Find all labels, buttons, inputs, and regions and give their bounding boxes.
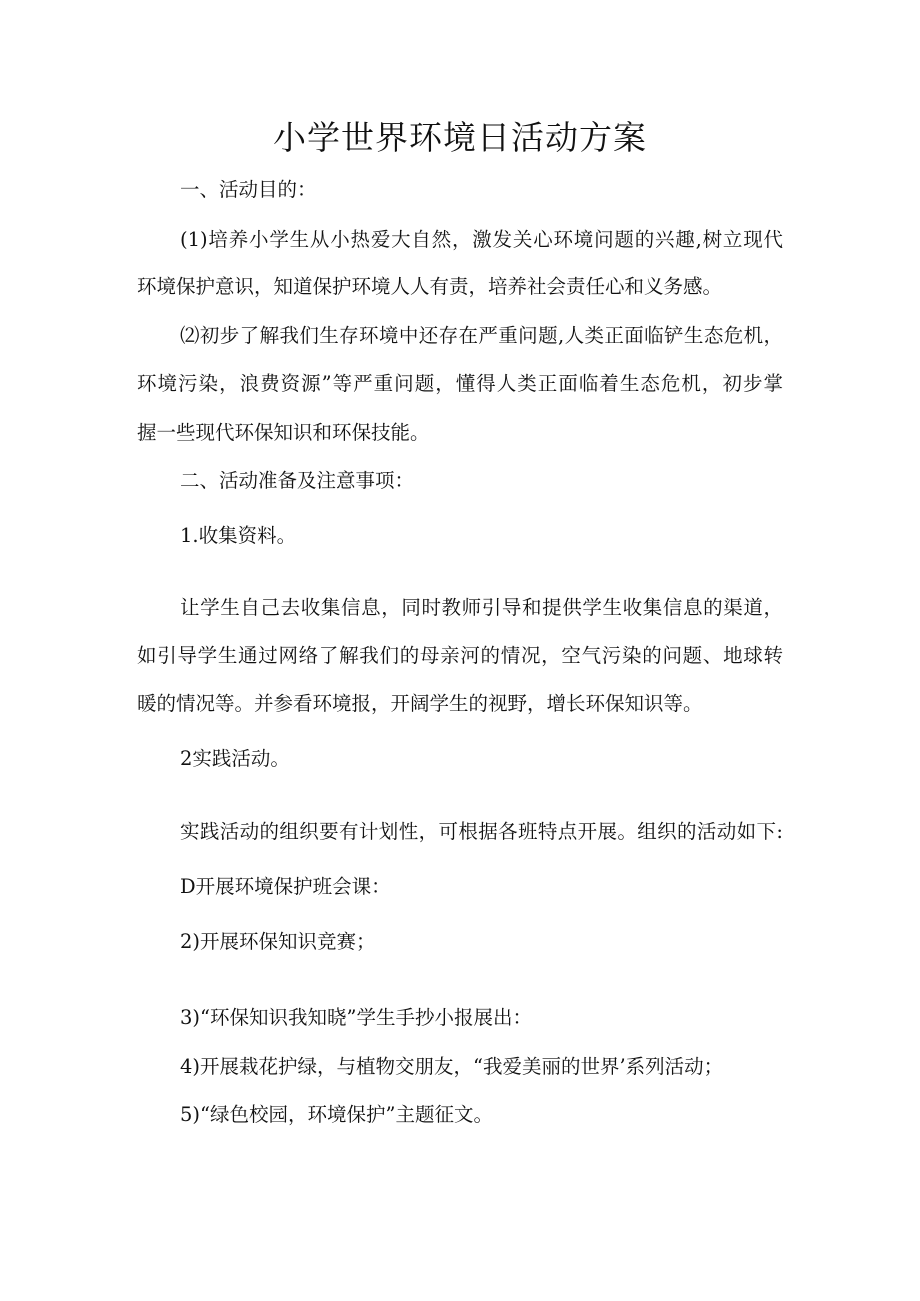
paragraph-line: 如引导学生通过网络了解我们的母亲河的情况，空气污染的问题、地球转 [137, 644, 783, 667]
list-item: 3)“环保知识我知晓”学生手抄小报展出： [180, 1006, 532, 1029]
section-heading-preparation: 二、活动准备及注意事项： [180, 469, 415, 492]
paragraph-line: ⑵初步了解我们生存环境中还存在严重问题,人类正面临铲生态危机， [180, 324, 783, 347]
document-title: 小学世界环境日活动方案 [273, 118, 647, 157]
paragraph-line: 握一些现代环保知识和环保技能。 [137, 421, 430, 444]
paragraph-line: (1)培养小学生从小热爱大自然，激发关心环境问题的兴趣,树立现代 [180, 228, 783, 251]
list-item: 2)开展环保知识竞赛； [180, 930, 376, 953]
paragraph-line: 实践活动的组织要有计划性，可根据各班特点开展。组织的活动如下: [180, 820, 783, 843]
list-item: 5)“绿色校园，环境保护”主题征文。 [180, 1103, 493, 1126]
paragraph-line: 暖的情况等。并参看环境报，开阔学生的视野，增长环保知识等。 [137, 692, 703, 715]
paragraph-line: 让学生自己去收集信息，同时教师引导和提供学生收集信息的渠道， [180, 596, 783, 619]
subsection-heading: 1.收集资料。 [180, 524, 297, 547]
paragraph-line: 环境保护意识，知道保护环境人人有责，培养社会责任心和义务感。 [137, 275, 723, 298]
paragraph-line: 环境污染，浪费资源”等严重问题，懂得人类正面临着生态危机，初步掌 [137, 372, 783, 395]
list-item: 4)开展栽花护绿，与植物交朋友，“我爱美丽的世界’系列活动； [180, 1055, 724, 1078]
list-item: D开展环境保护班会课： [180, 875, 391, 898]
section-heading-purpose: 一、活动目的： [180, 178, 317, 201]
subsection-heading: 2实践活动。 [180, 747, 290, 770]
